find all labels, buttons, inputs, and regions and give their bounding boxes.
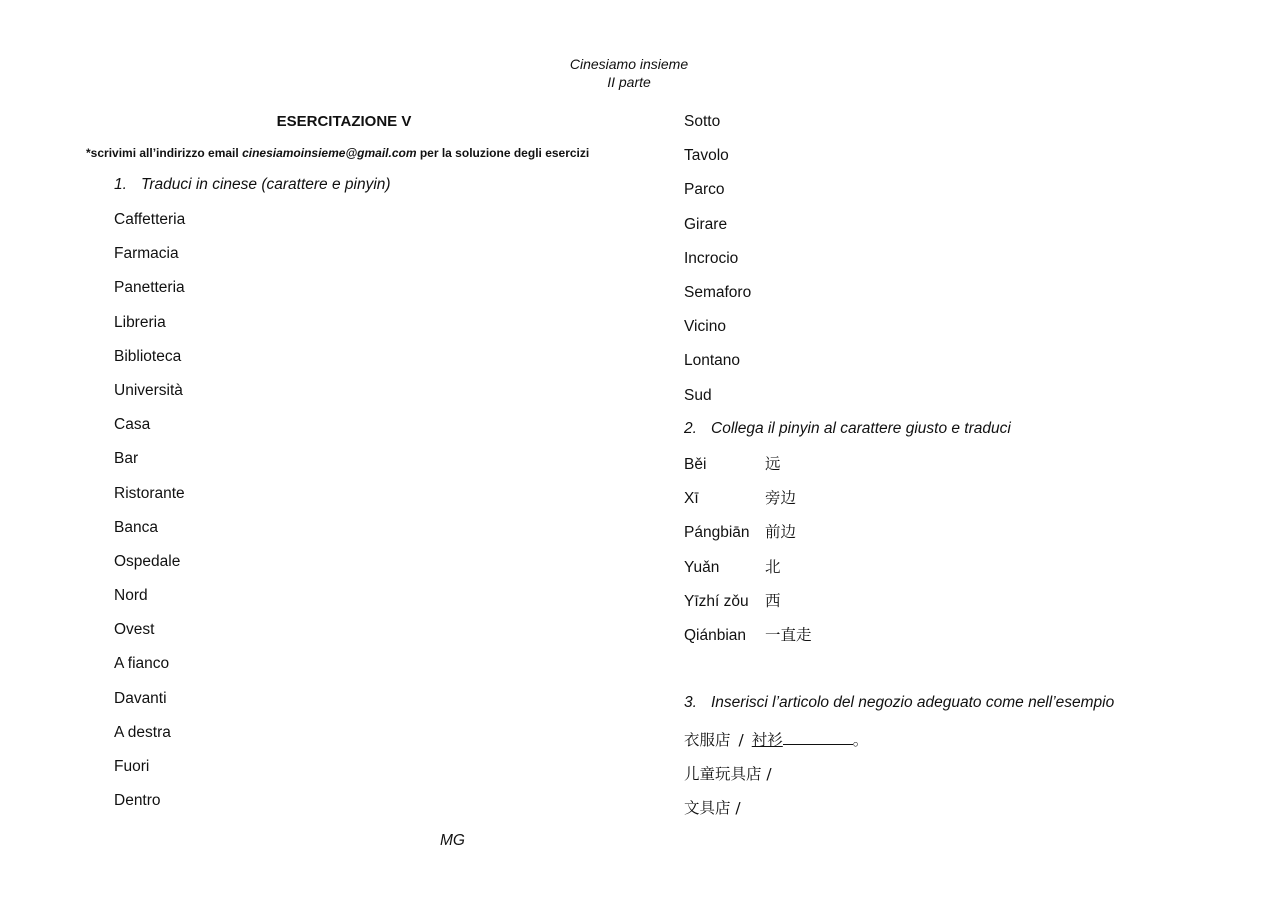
pinyin-pair [684, 624, 812, 646]
example-answer: 衬衫 [751, 731, 783, 749]
hanzi-text: 一直走 [765, 626, 812, 644]
word-item: Vicino [684, 318, 726, 336]
word-item: Biblioteca [114, 347, 182, 365]
note-email: cinesiamoinsieme@gmail.com [242, 146, 417, 160]
answer-underline [783, 730, 853, 745]
word-item: Bar [114, 450, 139, 468]
question-3 [684, 694, 1114, 712]
shop-line: 文具店 / [684, 799, 741, 817]
word-item: Sud [684, 386, 712, 404]
word-list-left [114, 210, 185, 825]
question-2 [684, 420, 1011, 438]
word-item: Nord [114, 587, 148, 605]
example-shop: 衣服店 [684, 731, 731, 749]
word-item: Casa [114, 416, 151, 434]
word-item: Banca [114, 518, 158, 536]
word-item: Libreria [114, 313, 166, 331]
pinyin-text: Yuǎn [684, 559, 720, 576]
word-list-right [684, 112, 751, 420]
question-3-text: Inserisci l’articolo del negozio adeguato come nell’esempio [711, 694, 1115, 711]
word-item: Fuori [114, 758, 150, 775]
pinyin-text: Xī [684, 490, 699, 507]
header-title: Cinesiamo insieme [569, 56, 689, 72]
word-item: Parco [684, 181, 725, 199]
hanzi-text: 旁边 [765, 489, 797, 507]
word-item: Ristorante [114, 484, 185, 502]
pinyin-text: Qiánbian [684, 627, 747, 644]
word-item: Sotto [684, 113, 721, 130]
word-item: Ovest [114, 621, 155, 639]
note-prefix: *scrivimi all’indirizzo email [86, 146, 243, 160]
pinyin-text: Běi [684, 456, 707, 473]
question-3-number: 3. [684, 694, 697, 711]
separator: / [738, 731, 744, 749]
word-item: Università [114, 381, 183, 399]
pinyin-pair [684, 487, 796, 509]
question-1-text: Traduci in cinese (carattere e pinyin) [141, 176, 391, 193]
word-item: Panetteria [114, 279, 185, 297]
word-item: Lontano [684, 352, 741, 370]
hanzi-text: 西 [765, 592, 781, 610]
shop-line: 儿童玩具店 / [684, 765, 772, 783]
word-item: Dentro [114, 792, 161, 810]
question-1-number: 1. [114, 176, 127, 193]
hanzi-text: 前边 [765, 523, 797, 541]
word-item: Semaforo [684, 283, 752, 301]
question-2-number: 2. [684, 420, 697, 437]
pinyin-pair [684, 590, 781, 612]
example-line [684, 728, 868, 750]
word-item: Farmacia [114, 245, 179, 263]
footer-initials: MG [440, 832, 465, 849]
question-1 [114, 176, 391, 194]
word-item: Girare [684, 215, 728, 233]
word-item: Caffetteria [114, 211, 186, 228]
note-suffix: per la soluzione degli esercizi [416, 146, 590, 160]
header-subtitle: II parte [607, 74, 651, 90]
word-item: A destra [114, 723, 171, 741]
word-item: Ospedale [114, 552, 181, 570]
pinyin-pair [684, 453, 781, 475]
hanzi-text: 北 [765, 558, 781, 576]
hanzi-text: 远 [765, 455, 781, 473]
word-item: Incrocio [684, 249, 739, 267]
pinyin-pair [684, 521, 796, 543]
email-note [86, 146, 589, 160]
word-item: Tavolo [684, 147, 729, 165]
word-item: A fianco [114, 655, 170, 673]
example-end: 。 [852, 731, 869, 749]
pinyin-text: Pángbiān [684, 524, 750, 541]
exercise-title: ESERCITAZIONE V [276, 113, 412, 130]
word-item: Davanti [114, 689, 167, 707]
pinyin-pair [684, 556, 781, 578]
pinyin-text: Yīzhí zǒu [684, 593, 749, 610]
question-2-text: Collega il pinyin al carattere giusto e traduci [711, 420, 1011, 437]
